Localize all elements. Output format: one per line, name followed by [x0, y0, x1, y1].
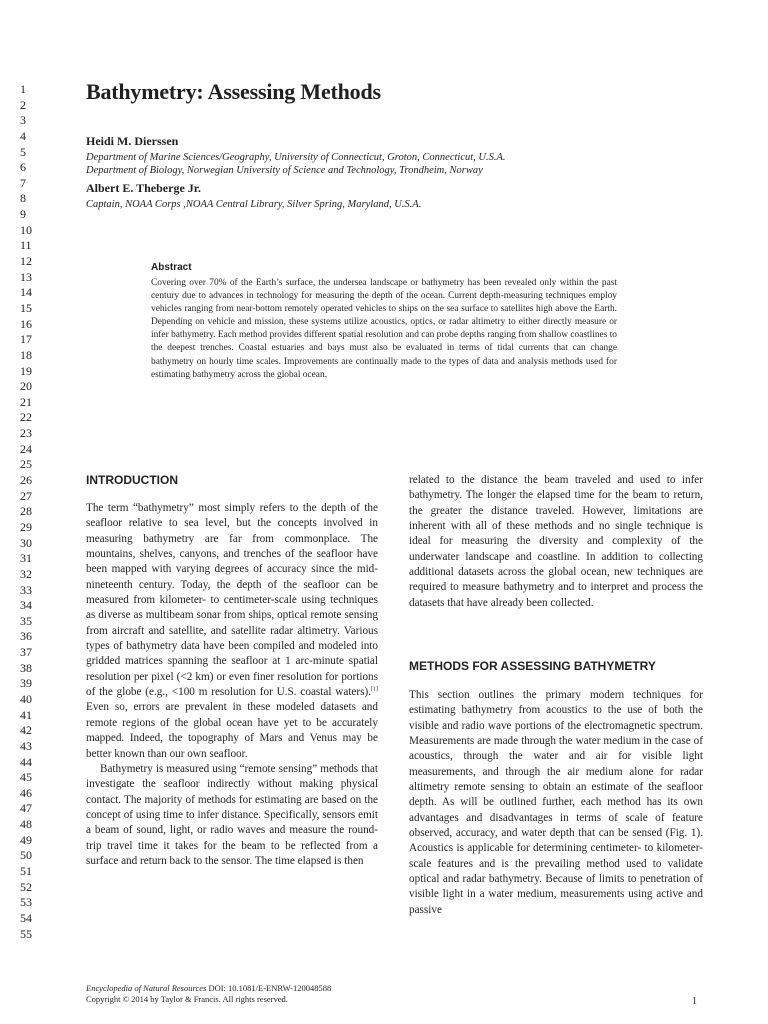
line-numbers [20, 82, 46, 942]
line-number: 38 [20, 660, 32, 675]
line-number: 43 [20, 738, 32, 753]
line-number: 4 [20, 128, 26, 143]
line-number: 18 [20, 347, 32, 362]
line-number: 35 [20, 613, 32, 628]
line-number: 30 [20, 535, 32, 550]
author-name: Albert E. Theberge Jr. [86, 181, 201, 195]
line-number: 20 [20, 379, 32, 394]
line-number: 40 [20, 691, 32, 706]
line-number: 29 [20, 519, 32, 534]
line-number: 11 [20, 238, 32, 253]
line-number: 55 [20, 926, 32, 941]
author-affiliation: Department of Marine Sciences/Geography, University of Connecticut, Groton, Connecticut, U.S.A. [86, 152, 506, 163]
line-number: 48 [20, 817, 32, 832]
line-number: 7 [20, 175, 26, 190]
line-number: 13 [20, 269, 32, 284]
line-number: 41 [20, 707, 32, 722]
line-number: 47 [20, 801, 32, 816]
line-number: 22 [20, 410, 32, 425]
intro-paragraph-2-cont: related to the distance the beam traveled and used to infer bathymetry. The longer the elapsed time for the beam to return, the greater the distance traveled. However, limitations are inherent with all of these methods and no single technique is ideal for measuring the diversity and complexity of the underwater landscape and coastline. In addition to collecting additional datasets across the global ocean, new techniques are required to measure bathymetry and to interpret and process the datasets that have already been collected. [409, 474, 703, 609]
intro-paragraph-1-cont: Even so, errors are prevalent in these modeled datasets and remote regions of the global ocean have yet to be accurately mapped. Indeed, the topography of Mars and Venus may be better known than our own seafloor. [86, 701, 378, 760]
line-number: 53 [20, 895, 32, 910]
doi: DOI: 10.1081/E-ENRW-120048588 [206, 983, 332, 993]
line-number: 25 [20, 457, 32, 472]
line-number: 32 [20, 566, 32, 581]
right-column-methods [409, 688, 703, 918]
line-number: 28 [20, 504, 32, 519]
line-number: 26 [20, 473, 32, 488]
line-number: 44 [20, 754, 32, 769]
line-number: 10 [20, 222, 32, 237]
line-number: 52 [20, 879, 32, 894]
methods-heading: METHODS FOR ASSESSING BATHYMETRY [409, 659, 656, 673]
line-number: 42 [20, 723, 32, 738]
line-number: 34 [20, 598, 32, 613]
page-number: 1 [692, 996, 697, 1007]
citation-ref[interactable]: [1] [371, 686, 378, 693]
line-number: 3 [20, 113, 26, 128]
line-number: 27 [20, 488, 32, 503]
intro-paragraph-2: Bathymetry is measured using “remote sensing” methods that investigate the seafloor indirectly without making physical contact. The majority of methods for estimating are based on the concept of using time to infer distance. Specifically, sensors emit a beam of sound, light, or radio waves and measure the round-trip travel time it takes for the beam to be reflected from a surface and return back to the sensor. The time elapsed is then [86, 762, 378, 867]
line-number: 17 [20, 332, 32, 347]
line-number: 36 [20, 629, 32, 644]
abstract [151, 262, 617, 382]
line-number: 46 [20, 785, 32, 800]
author-affiliation: Captain, NOAA Corps ,NOAA Central Library, Silver Spring, Maryland, U.S.A. [86, 199, 422, 210]
line-number: 50 [20, 848, 32, 863]
line-number: 39 [20, 676, 32, 691]
methods-paragraph-1: This section outlines the primary modern techniques for estimating bathymetry from acoustics to the use of both the visible and radio wave portions of the electromagnetic spectrum. Measurements are made through the water medium in the case of acoustics, through the water and air for visible light measurements, and through the air medium alone for radar altimetry remote sensing to obtain an estimate of the seafloor depth. As will be outlined further, each method has its own advantages and disadvantages in terms of scale of feature observed, accuracy, and water depth that can be sensed (Fig. 1). Acoustics is applicable for determining centimeter- to kilometer-scale features and is the prevailing method used to validate optical and radar bathymetry. Because of limits to penetration of visible light in a water medium, measurements using active and passive [409, 689, 703, 916]
line-number: 9 [20, 207, 26, 222]
line-number: 16 [20, 316, 32, 331]
copyright: Copyright © 2014 by Taylor & Francis. All rights reserved. [86, 994, 288, 1004]
line-number: 19 [20, 363, 32, 378]
line-number: 6 [20, 160, 26, 175]
abstract-text: Covering over 70% of the Earth’s surface, the undersea landscape or bathymetry has been revealed only within the past century due to advances in technology for measuring the depth of the ocean. Current depth-measuring techniques employ vehicles ranging from near-bottom remotely operated vehicles to ships on the sea surface to satellites high above the Earth. Depending on vehicle and mission, these systems utilize acoustics, optics, or radar altimetry to either directly measure or infer bathymetry. Each method provides different spatial resolution and can probe depths ranging from shallow coastlines to the deepest trenches. Coastal estuaries and bays must also be evaluated in terms of tidal currents that can change bathymetry on hourly time scales. Improvements are continually made to the types of data and analysis methods used for estimating bathymetry across the global ocean. [151, 278, 617, 380]
line-number: 54 [20, 910, 32, 925]
line-number: 5 [20, 144, 26, 159]
line-number: 12 [20, 254, 32, 269]
line-number: 8 [20, 191, 26, 206]
line-number: 51 [20, 864, 32, 879]
line-number: 24 [20, 441, 32, 456]
intro-paragraph-1: The term “bathymetry” most simply refers to the depth of the seafloor relative to sea level, but the concepts involved in measuring bathymetry are far from commonplace. The mountains, shelves, canyons, and trenches of the seafloor have been mapped with varying degrees of accuracy since the mid-nineteenth century. Today, the depth of the seafloor can be measured from kilometer- to centimeter-scale using techniques as diverse as multibeam sonar from ships, optical remote sensing from aircraft and satellite, and satellite radar altimetry. Various types of bathymetry data have been compiled and modeled into gridded matrices spanning the seafloor at 1 arc-minute spatial resolution per pixel (<2 km) or even finer resolution for portions of the globe (e.g., <100 m resolution for U.S. coastal waters). [86, 502, 378, 699]
right-column-intro [409, 473, 703, 611]
line-number: 31 [20, 551, 32, 566]
author-affiliation: Department of Biology, Norwegian University of Science and Technology, Trondheim, Norway [86, 165, 483, 176]
line-number: 23 [20, 426, 32, 441]
line-number: 21 [20, 394, 32, 409]
abstract-heading: Abstract [151, 262, 192, 273]
line-number: 49 [20, 832, 32, 847]
footer [86, 983, 331, 1005]
line-number: 33 [20, 582, 32, 597]
author-name: Heidi M. Dierssen [86, 134, 179, 148]
line-number: 1 [20, 82, 26, 96]
line-number: 15 [20, 300, 32, 315]
line-number: 2 [20, 97, 26, 112]
introduction-heading: INTRODUCTION [86, 473, 178, 487]
left-column [86, 501, 378, 869]
line-number: 37 [20, 645, 32, 660]
line-number: 14 [20, 285, 32, 300]
journal-name: Encyclopedia of Natural Resources [86, 983, 207, 993]
line-number: 45 [20, 770, 32, 785]
page-title: Bathymetry: Assessing Methods [86, 79, 381, 104]
